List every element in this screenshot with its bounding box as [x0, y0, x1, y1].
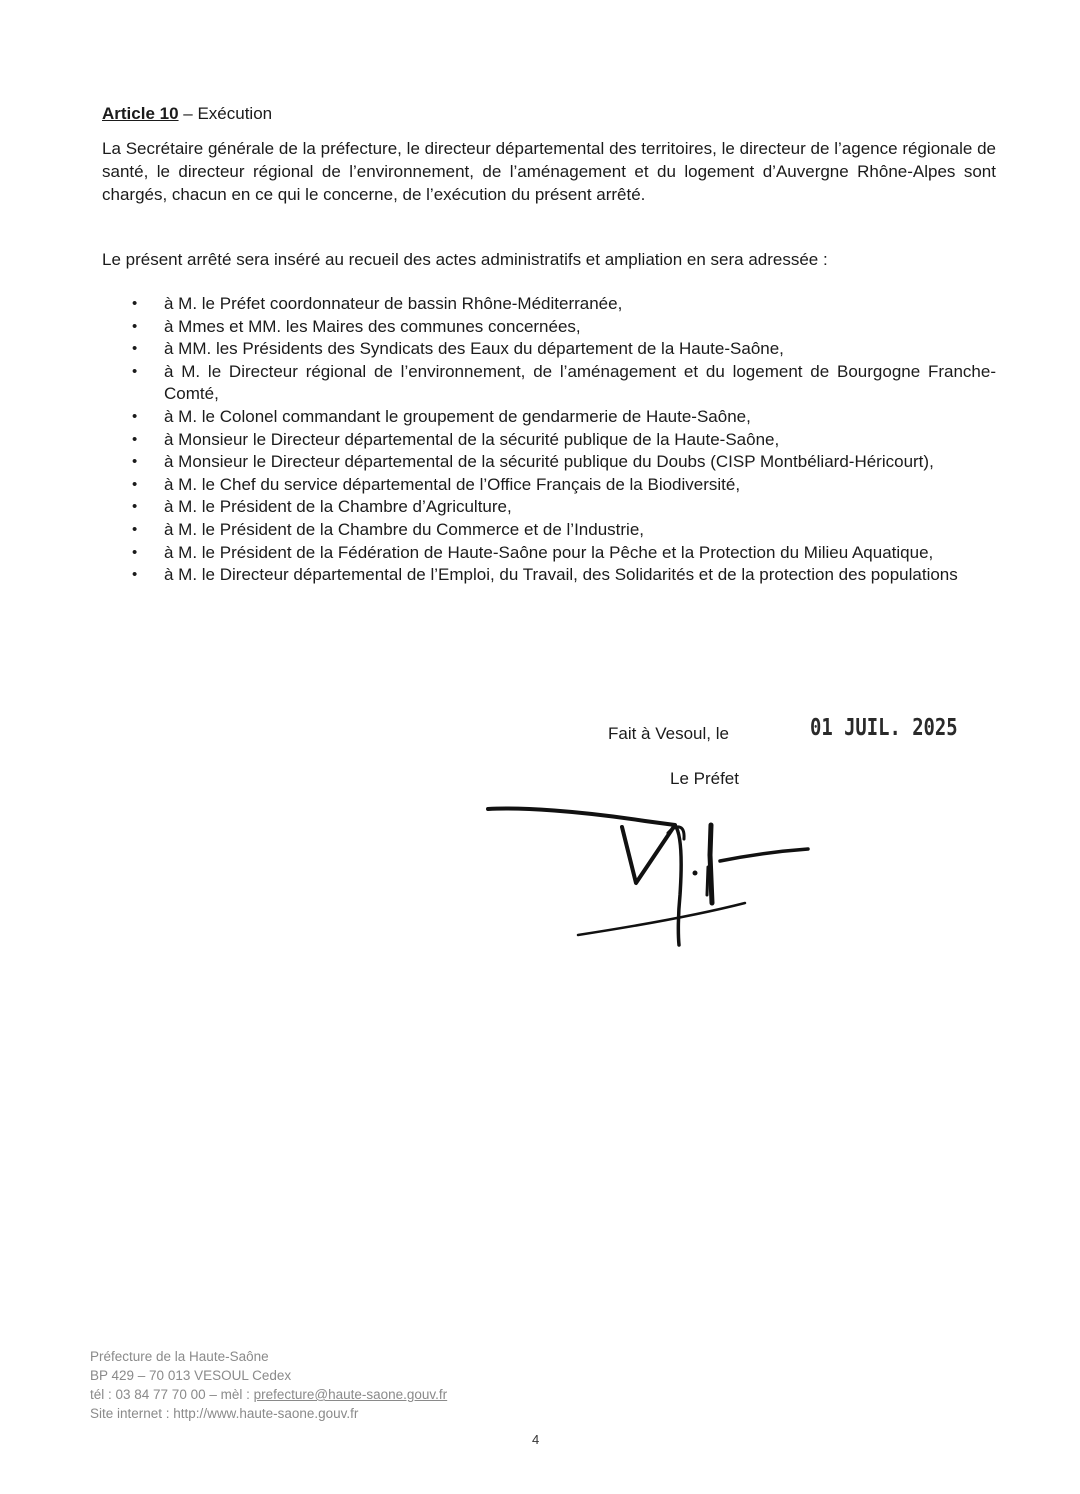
distribution-item-text: à M. le Directeur régional de l’environnement, de l’aménagement et du logement de Bourgogne Franche-Comté, — [164, 361, 996, 404]
distribution-list — [102, 293, 996, 587]
distribution-item — [102, 406, 996, 429]
distribution-item — [102, 474, 996, 497]
distribution-item-text: à MM. les Présidents des Syndicats des Eaux du département de la Haute-Saône, — [164, 339, 784, 359]
distribution-item-text: à M. le Président de la Fédération de Haute-Saône pour la Pêche et la Protection du Milieu Aquatique, — [164, 542, 934, 562]
distribution-item-text: à Monsieur le Directeur départemental de la sécurité publique du Doubs (CISP Montbéliard-Héricourt), — [164, 452, 934, 472]
distribution-item-text: à Mmes et MM. les Maires des communes concernées, — [164, 316, 581, 336]
footer-contact — [90, 1385, 447, 1404]
date-stamp: 01 JUIL. 2025 — [810, 715, 958, 741]
distribution-item-text: à M. le Président de la Chambre d’Agriculture, — [164, 497, 512, 517]
footer-postal-address: BP 429 – 70 013 VESOUL Cedex — [90, 1368, 292, 1383]
place-date: Fait à Vesoul, le — [608, 724, 729, 743]
page-number: 4 — [532, 1432, 540, 1447]
distribution-item — [102, 519, 996, 542]
footer-address — [90, 1347, 447, 1423]
distribution-item — [102, 564, 996, 587]
distribution-item — [102, 338, 996, 361]
article-number: Article 10 — [102, 104, 179, 123]
bullet-icon: • — [132, 453, 138, 471]
article-heading — [102, 103, 272, 125]
distribution-item-text: à M. le Chef du service départemental de l’Office Français de la Biodiversité, — [164, 474, 741, 494]
footer-website[interactable]: Site internet : http://www.haute-saone.gouv.fr — [90, 1406, 359, 1421]
ampliation-paragraph: Le présent arrêté sera inséré au recueil des actes administratifs et ampliation en sera adressée : — [102, 250, 828, 269]
bullet-icon: • — [132, 295, 138, 312]
bullet-icon: • — [132, 362, 138, 380]
bullet-icon: • — [132, 475, 138, 493]
bullet-icon: • — [132, 430, 138, 448]
execution-paragraph: La Secrétaire générale de la préfecture, le directeur départemental des territoires, le directeur de l’agence régionale de santé, le directeur régional de l’environnement, de l’aménagement et du logement d’Auvergne Rhône-Alpes sont chargés, chacun en ce qui le concerne, de l’exécution du présent arrêté. — [102, 139, 996, 204]
footer-phone: tél : 03 84 77 70 00 – mèl : — [90, 1387, 254, 1402]
distribution-item — [102, 293, 996, 316]
distribution-item — [102, 316, 996, 339]
handwritten-signature — [470, 795, 830, 960]
signatory-title: Le Préfet — [670, 769, 739, 788]
footer-prefecture-name: Préfecture de la Haute-Saône — [90, 1349, 269, 1364]
bullet-icon: • — [132, 340, 138, 358]
distribution-item — [102, 361, 996, 406]
distribution-item-text: à M. le Colonel commandant le groupement de gendarmerie de Haute-Saône, — [164, 406, 751, 426]
distribution-item-text: à M. le Préfet coordonnateur de bassin Rhône-Méditerranée, — [164, 294, 623, 313]
article-title: Exécution — [197, 104, 273, 123]
bullet-icon: • — [132, 543, 138, 561]
bullet-icon: • — [132, 566, 138, 584]
distribution-item-text: à M. le Président de la Chambre du Commerce et de l’Industrie, — [164, 519, 645, 539]
distribution-item-text: à Monsieur le Directeur départemental de la sécurité publique de la Haute-Saône, — [164, 429, 780, 449]
bullet-icon: • — [132, 317, 138, 335]
distribution-item — [102, 542, 996, 565]
distribution-item — [102, 451, 996, 474]
bullet-icon: • — [132, 498, 138, 516]
bullet-icon: • — [132, 520, 138, 538]
bullet-icon: • — [132, 407, 138, 425]
article-separator: – — [178, 104, 198, 123]
distribution-item — [102, 496, 996, 519]
distribution-item-text: à M. le Directeur départemental de l’Emploi, du Travail, des Solidarités et de la protection des populations — [164, 565, 958, 585]
distribution-item — [102, 429, 996, 452]
footer-email-link[interactable]: prefecture@haute-saone.gouv.fr — [253, 1387, 448, 1402]
